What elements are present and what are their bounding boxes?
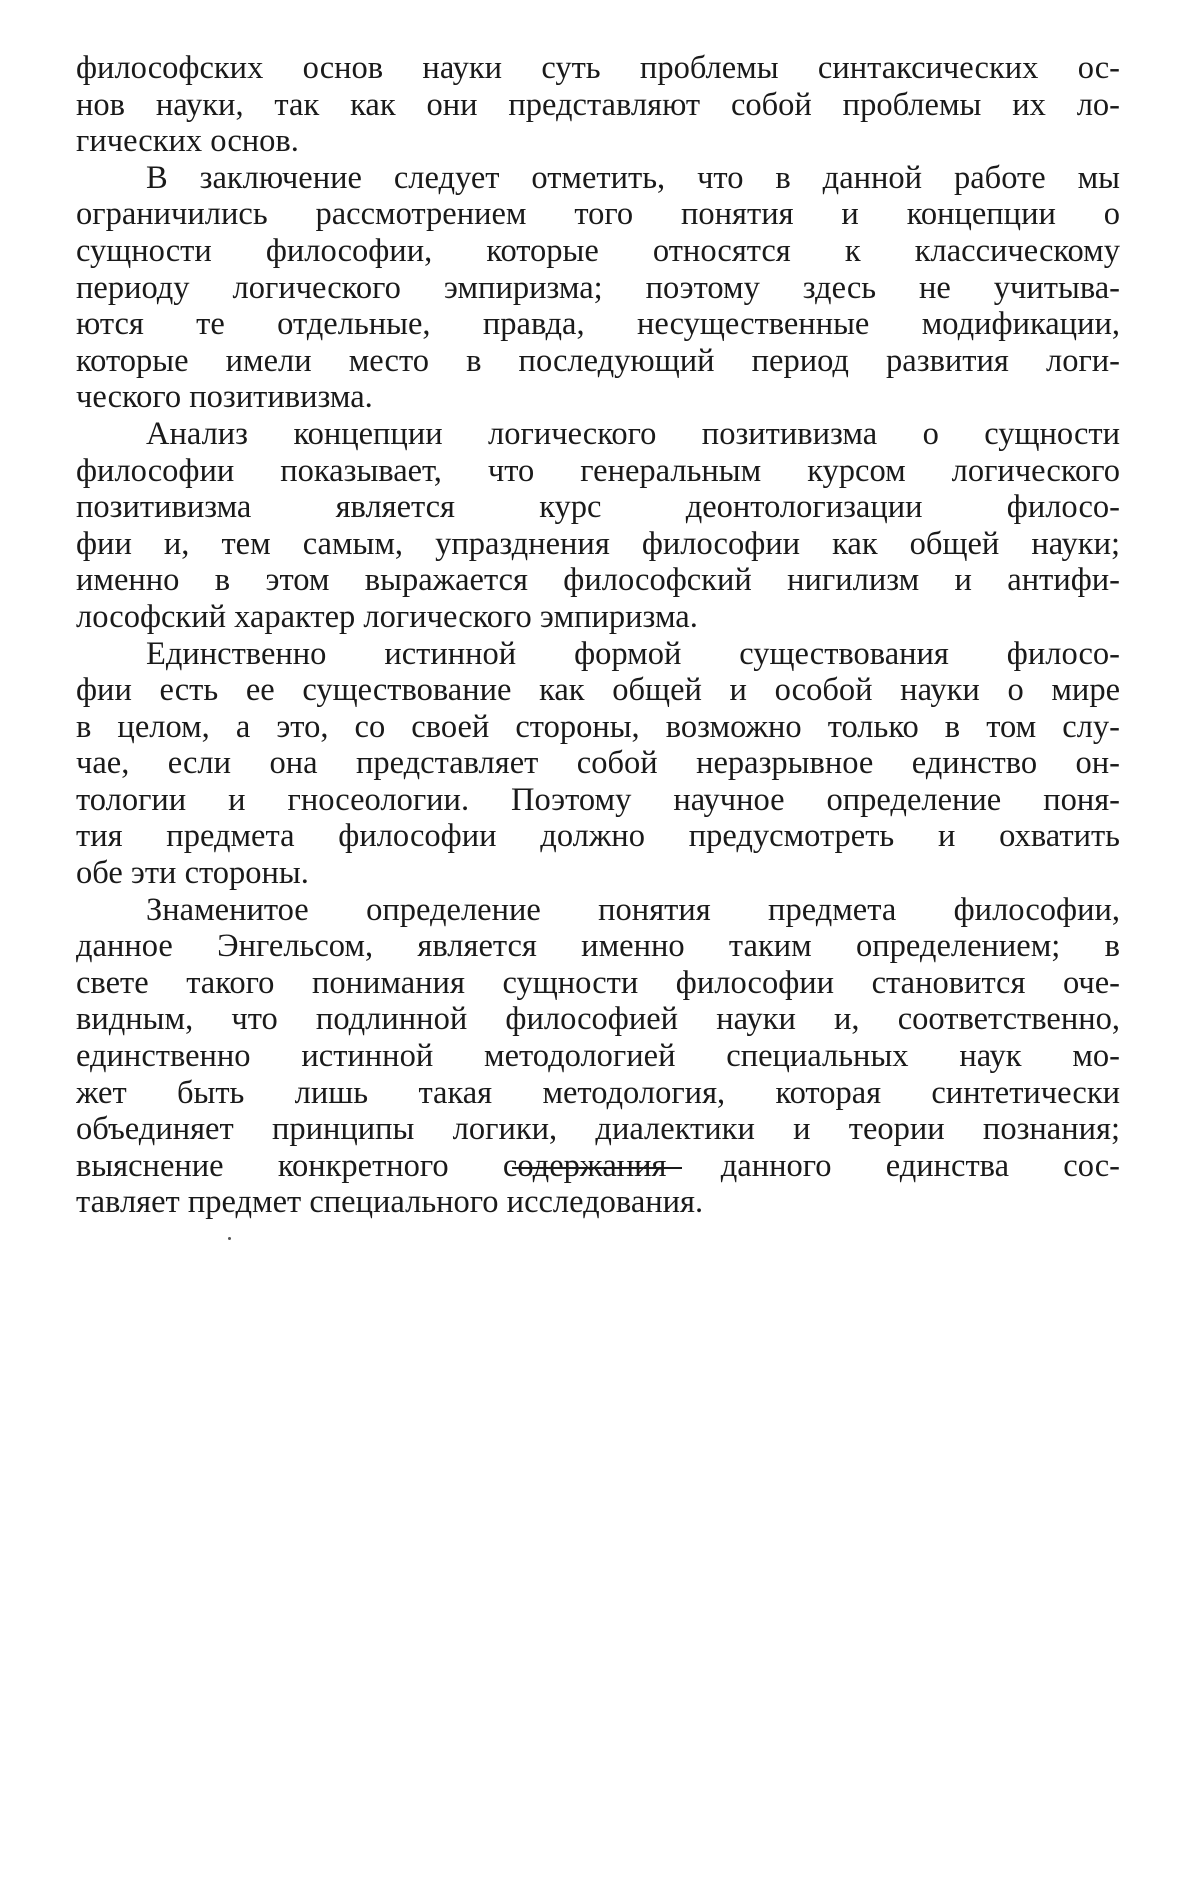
text-line: философии показывает, что генеральным курсом логического — [76, 452, 1120, 489]
paragraph-2 — [76, 160, 1120, 416]
text-line: которые имели место в последующий период развития логи- — [76, 342, 1120, 379]
text-line: выяснение конкретного содержания данного единства сос- — [76, 1147, 1120, 1184]
text-line: фии и, тем самым, упразднения философии как общей науки; — [76, 525, 1120, 562]
text-line: позитивизма является курс деонтологизации филосо- — [76, 489, 1120, 526]
text-line: жет быть лишь такая методология, которая синтетически — [76, 1074, 1120, 1111]
text-line: тия предмета философии должно предусмотреть и охватить — [76, 818, 1120, 855]
text-line: тавляет предмет специального исследования. — [76, 1184, 704, 1221]
text-line: ческого позитивизма. — [76, 379, 373, 416]
text-line: лософский характер логического эмпиризма. — [76, 598, 698, 635]
body-text — [76, 50, 1120, 1221]
text-line: сущности философии, которые относятся к классическому — [76, 232, 1120, 269]
section-end-rule — [512, 1167, 682, 1169]
text-line: периоду логического эмпиризма; поэтому здесь не учитыва- — [76, 269, 1120, 306]
text-line: гических основ. — [76, 123, 299, 160]
text-line: тологии и гносеологии. Поэтому научное определение поня- — [76, 781, 1120, 818]
text-line: данное Энгельсом, является именно таким определением; в — [76, 928, 1120, 965]
text-line: Единственно истинной формой существования филосо- — [146, 635, 1120, 672]
text-line: Анализ концепции логического позитивизма о сущности — [146, 415, 1120, 452]
print-speck — [228, 1237, 231, 1240]
paragraph-3 — [76, 416, 1120, 636]
text-line: Знаменитое определение понятия предмета философии, — [146, 891, 1120, 928]
text-line: В заключение следует отметить, что в данной работе мы — [146, 159, 1120, 196]
text-line: чае, если она представляет собой неразрывное единство он- — [76, 745, 1120, 782]
paragraph-5 — [76, 892, 1120, 1221]
text-line: ются те отдельные, правда, несущественные модификации, — [76, 306, 1120, 343]
text-line: фии есть ее существование как общей и особой науки о мире — [76, 672, 1120, 709]
paragraph-4 — [76, 636, 1120, 892]
text-line: единственно истинной методологией специальных наук мо- — [76, 1038, 1120, 1075]
text-line: свете такого понимания сущности философии становится оче- — [76, 964, 1120, 1001]
text-line: объединяет принципы логики, диалектики и теории познания; — [76, 1111, 1120, 1148]
text-line: в целом, а это, со своей стороны, возможно только в том слу- — [76, 708, 1120, 745]
text-line: ограничились рассмотрением того понятия и концепции о — [76, 196, 1120, 233]
text-line: обе эти стороны. — [76, 855, 309, 892]
paragraph-1 — [76, 50, 1120, 160]
text-line: нов науки, так как они представляют собой проблемы их ло- — [76, 86, 1120, 123]
text-line: именно в этом выражается философский нигилизм и антифи- — [76, 562, 1120, 599]
text-line: философских основ науки суть проблемы синтаксических ос- — [76, 50, 1120, 86]
text-line: видным, что подлинной философией науки и, соответственно, — [76, 1001, 1120, 1038]
